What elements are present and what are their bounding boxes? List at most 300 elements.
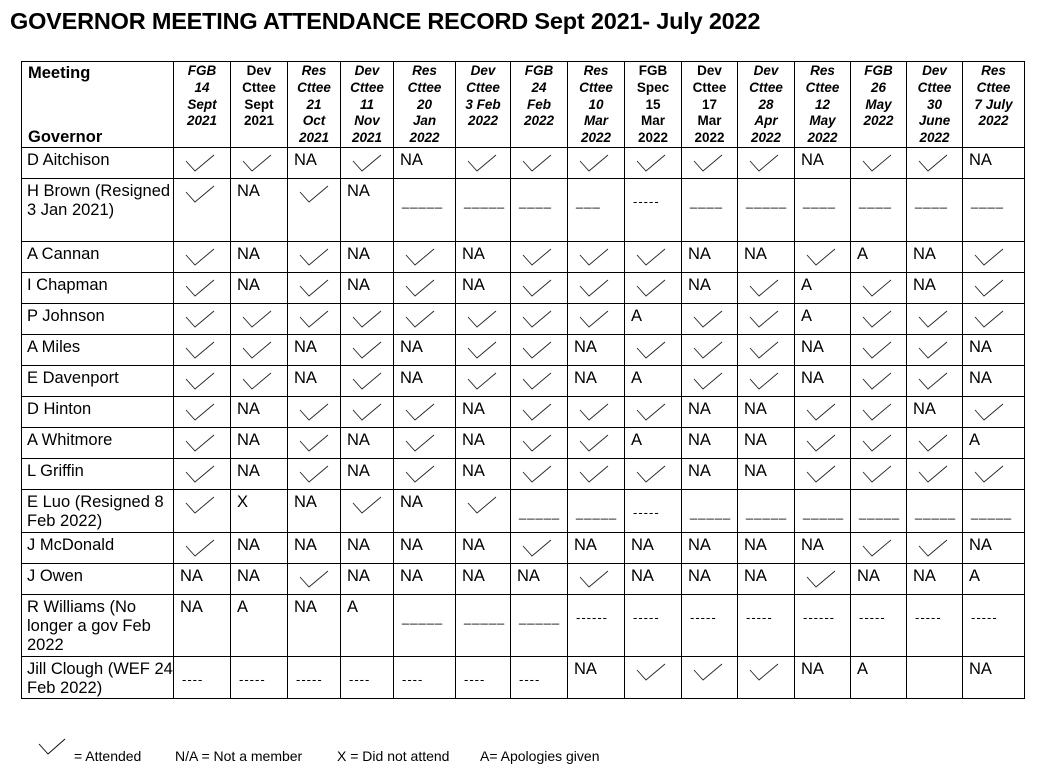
- governor-name: A Miles: [22, 335, 174, 366]
- attendance-cell: [231, 490, 288, 533]
- attendance-cell-attended: [682, 366, 738, 397]
- tick-icon: [467, 340, 497, 360]
- tick-icon: [636, 340, 666, 360]
- attendance-cell-attended: [682, 657, 738, 699]
- attendance-cell: [682, 533, 738, 564]
- dash-mark: _____: [690, 505, 732, 520]
- attendance-cell-attended: [511, 242, 568, 273]
- attendance-cell: [456, 242, 511, 273]
- tick-icon: [579, 433, 609, 453]
- meeting-header-line: Res: [412, 63, 437, 78]
- attendance-value: NA: [347, 536, 370, 554]
- tick-icon: [806, 247, 836, 267]
- attendance-cell-attended: [795, 242, 851, 273]
- attendance-cell-attended: [907, 304, 963, 335]
- attendance-cell: [907, 564, 963, 595]
- attendance-cell-attended: [174, 533, 231, 564]
- dash-mark: -----: [746, 610, 773, 625]
- tick-icon: [749, 278, 779, 298]
- attendance-cell: [394, 564, 456, 595]
- attendance-value: A: [857, 660, 869, 678]
- meeting-header-line: FGB: [187, 63, 217, 78]
- tick-icon: [522, 402, 552, 422]
- tick-icon: [579, 278, 609, 298]
- attendance-value: NA: [631, 567, 654, 585]
- attendance-value: NA: [347, 182, 370, 200]
- meeting-header-12: [795, 62, 851, 148]
- meeting-header-line: 2022: [750, 130, 782, 146]
- attendance-cell: [738, 428, 795, 459]
- tick-icon: [579, 464, 609, 484]
- attendance-cell-attended: [511, 148, 568, 179]
- attendance-cell-not-applicable: [456, 179, 511, 242]
- attendance-cell: [907, 273, 963, 304]
- tick-icon: [185, 340, 215, 360]
- tick-icon: [579, 569, 609, 589]
- attendance-cell-attended: [288, 428, 341, 459]
- attendance-value: NA: [400, 536, 423, 554]
- dash-mark: _____: [803, 505, 845, 520]
- attendance-value: NA: [913, 245, 936, 263]
- attendance-cell-not-applicable: [851, 179, 907, 242]
- attendance-cell-attended: [568, 242, 625, 273]
- meeting-header-line: 20: [416, 96, 433, 112]
- meeting-header-9: [625, 62, 682, 148]
- attendance-cell-attended: [341, 490, 394, 533]
- attendance-cell-attended: [174, 273, 231, 304]
- table-row: [22, 490, 1025, 533]
- tick-icon: [405, 464, 435, 484]
- tick-icon: [522, 309, 552, 329]
- governor-name: Jill Clough (WEF 24 Feb 2022): [22, 657, 174, 699]
- attendance-cell-not-applicable: [682, 179, 738, 242]
- attendance-cell-attended: [907, 533, 963, 564]
- attendance-cell-attended: [394, 397, 456, 428]
- tick-icon: [185, 538, 215, 558]
- legend-did-not-attend: X = Did not attend: [337, 748, 450, 764]
- attendance-cell-attended: [456, 490, 511, 533]
- attendance-value: NA: [294, 338, 317, 356]
- governor-name: D Aitchison: [22, 148, 174, 179]
- attendance-cell: [963, 335, 1025, 366]
- tick-icon: [862, 278, 892, 298]
- tick-icon: [467, 495, 497, 515]
- attendance-cell-attended: [625, 459, 682, 490]
- meeting-header-line: 2022: [807, 130, 838, 146]
- attendance-value: NA: [801, 660, 824, 678]
- attendance-cell: [682, 459, 738, 490]
- tick-icon: [405, 309, 435, 329]
- attendance-value: NA: [688, 276, 711, 294]
- attendance-cell: [394, 366, 456, 397]
- tick-icon: [636, 662, 666, 682]
- attendance-cell-attended: [231, 304, 288, 335]
- dash-mark: -----: [971, 610, 998, 625]
- attendance-cell: [174, 564, 231, 595]
- tick-icon: [185, 464, 215, 484]
- attendance-cell: [795, 657, 851, 699]
- attendance-cell-attended: [341, 335, 394, 366]
- meeting-header-line: Cttee: [805, 79, 840, 95]
- attendance-cell: [568, 533, 625, 564]
- attendance-cell-not-applicable: [341, 657, 394, 699]
- attendance-cell-attended: [174, 459, 231, 490]
- attendance-cell: [907, 242, 963, 273]
- governor-header: Governor: [28, 128, 103, 146]
- dash-mark: ----: [402, 672, 424, 687]
- governor-name: I Chapman: [22, 273, 174, 304]
- meeting-header-15: [963, 62, 1025, 148]
- attendance-value: NA: [744, 536, 767, 554]
- attendance-value: NA: [744, 431, 767, 449]
- tick-icon: [352, 153, 382, 173]
- tick-icon: [299, 184, 329, 204]
- tick-icon: [299, 278, 329, 298]
- attendance-cell-not-applicable: [625, 179, 682, 242]
- tick-icon: [522, 278, 552, 298]
- attendance-cell-not-applicable: [851, 595, 907, 657]
- attendance-cell-attended: [795, 564, 851, 595]
- dash-mark: -----: [296, 672, 323, 687]
- attendance-cell: [394, 533, 456, 564]
- meeting-header-line: Res: [810, 63, 835, 78]
- attendance-cell: [963, 148, 1025, 179]
- attendance-value: NA: [969, 369, 992, 387]
- attendance-cell: [738, 533, 795, 564]
- attendance-value: NA: [462, 245, 485, 263]
- dash-mark: _____: [971, 505, 1013, 520]
- attendance-cell: [795, 335, 851, 366]
- tick-icon: [636, 278, 666, 298]
- attendance-cell-attended: [174, 490, 231, 533]
- meeting-header-line: 2022: [978, 113, 1009, 129]
- governor-name: A Whitmore: [22, 428, 174, 459]
- attendance-cell-attended: [795, 397, 851, 428]
- attendance-cell-attended: [288, 397, 341, 428]
- attendance-value: NA: [237, 400, 260, 418]
- meeting-header-line: Cttee: [297, 79, 331, 95]
- attendance-cell-attended: [174, 148, 231, 179]
- tick-icon: [806, 433, 836, 453]
- attendance-value: NA: [574, 660, 597, 678]
- meeting-header-8: [568, 62, 625, 148]
- tick-icon: [299, 569, 329, 589]
- table-row: [22, 533, 1025, 564]
- tick-icon: [522, 538, 552, 558]
- legend: [38, 736, 658, 776]
- dash-mark: -----: [633, 505, 660, 520]
- tick-icon: [352, 340, 382, 360]
- attendance-cell: [851, 657, 907, 699]
- attendance-value: NA: [574, 369, 597, 387]
- legend-apologies: A= Apologies given: [480, 748, 600, 764]
- attendance-value: NA: [688, 431, 711, 449]
- meeting-header-14: [907, 62, 963, 148]
- attendance-value: NA: [294, 536, 317, 554]
- tick-icon: [636, 464, 666, 484]
- meeting-header-line: Cttee: [407, 79, 442, 95]
- tick-icon: [242, 309, 272, 329]
- attendance-cell-attended: [341, 397, 394, 428]
- attendance-cell-not-applicable: [625, 595, 682, 657]
- meeting-header-6: [456, 62, 511, 148]
- tick-icon: [185, 153, 215, 173]
- attendance-cell: [288, 148, 341, 179]
- dash-mark: -----: [633, 194, 660, 209]
- attendance-cell-not-applicable: [394, 179, 456, 242]
- attendance-cell-attended: [288, 242, 341, 273]
- meeting-header-line: 26: [870, 79, 887, 95]
- meeting-header: Meeting: [28, 64, 91, 82]
- attendance-cell-attended: [511, 533, 568, 564]
- governor-name: P Johnson: [22, 304, 174, 335]
- tick-icon: [862, 464, 892, 484]
- dash-mark: -----: [690, 610, 717, 625]
- attendance-cell-not-applicable: [907, 179, 963, 242]
- attendance-cell-not-applicable: [963, 595, 1025, 657]
- tick-icon: [918, 340, 948, 360]
- dash-mark: ------: [803, 610, 835, 625]
- meeting-header-line: Res: [583, 63, 609, 78]
- attendance-value: NA: [462, 462, 485, 480]
- dash-mark: -----: [239, 672, 266, 687]
- attendance-value: NA: [969, 338, 992, 356]
- attendance-cell: [456, 459, 511, 490]
- meeting-header-1: [174, 62, 231, 148]
- attendance-cell-not-applicable: [568, 490, 625, 533]
- attendance-value: NA: [347, 567, 370, 585]
- tick-icon: [185, 278, 215, 298]
- attendance-value: NA: [913, 400, 936, 418]
- attendance-cell-not-applicable: [795, 595, 851, 657]
- meeting-header-line: Oct: [302, 113, 326, 129]
- tick-icon: [974, 464, 1004, 484]
- attendance-cell-not-applicable: [795, 490, 851, 533]
- attendance-value: NA: [347, 245, 370, 263]
- attendance-cell-attended: [568, 148, 625, 179]
- governor-name: R Williams (No longer a gov Feb 2022: [22, 595, 174, 657]
- attendance-cell-attended: [625, 335, 682, 366]
- attendance-cell-not-applicable: [174, 657, 231, 699]
- attendance-cell-attended: [568, 459, 625, 490]
- tick-icon: [185, 247, 215, 267]
- attendance-cell: [341, 533, 394, 564]
- tick-icon: [806, 569, 836, 589]
- attendance-cell: [682, 428, 738, 459]
- attendance-cell: [341, 242, 394, 273]
- meeting-header-line: 14: [194, 79, 210, 95]
- attendance-cell-attended: [341, 148, 394, 179]
- attendance-cell: [907, 397, 963, 428]
- meeting-header-line: Nov: [354, 113, 380, 129]
- attendance-cell: [456, 397, 511, 428]
- attendance-cell: [231, 533, 288, 564]
- table-row: [22, 595, 1025, 657]
- attendance-value: NA: [294, 598, 317, 616]
- governor-name: A Cannan: [22, 242, 174, 273]
- attendance-cell: [738, 242, 795, 273]
- dash-mark: ----: [349, 672, 371, 687]
- dash-mark: ____: [803, 194, 836, 209]
- dash-mark: _____: [859, 505, 901, 520]
- attendance-value: NA: [913, 567, 936, 585]
- meeting-header-line: Cttee: [976, 79, 1011, 95]
- table-row: [22, 304, 1025, 335]
- attendance-cell: [394, 148, 456, 179]
- meeting-header-line: Mar: [640, 113, 665, 129]
- attendance-cell-attended: [738, 273, 795, 304]
- attendance-cell-attended: [963, 304, 1025, 335]
- attendance-cell: [456, 533, 511, 564]
- attendance-cell-attended: [394, 304, 456, 335]
- attendance-value: A: [857, 245, 869, 263]
- tick-icon: [299, 247, 329, 267]
- tick-icon: [352, 402, 382, 422]
- meeting-header-line: 2022: [694, 130, 725, 146]
- attendance-value: NA: [347, 276, 370, 294]
- dash-mark: _____: [402, 610, 444, 625]
- attendance-cell-attended: [174, 428, 231, 459]
- attendance-value: NA: [400, 369, 423, 387]
- attendance-cell-attended: [174, 242, 231, 273]
- attendance-cell-attended: [568, 273, 625, 304]
- table-row: [22, 657, 1025, 699]
- attendance-value: NA: [969, 536, 992, 554]
- attendance-value: NA: [688, 536, 711, 554]
- attendance-value: NA: [180, 598, 203, 616]
- attendance-cell-attended: [851, 459, 907, 490]
- tick-icon: [918, 433, 948, 453]
- meeting-header-line: 30: [926, 96, 943, 112]
- attendance-cell-attended: [511, 273, 568, 304]
- tick-icon: [185, 495, 215, 515]
- attendance-cell-not-applicable: [795, 179, 851, 242]
- meeting-header-line: 2022: [580, 130, 612, 146]
- attendance-cell-attended: [456, 304, 511, 335]
- meeting-header-line: 2022: [523, 113, 555, 129]
- meeting-header-line: June: [918, 113, 951, 129]
- attendance-cell-attended: [231, 335, 288, 366]
- tick-icon: [522, 464, 552, 484]
- attendance-value: NA: [400, 493, 423, 511]
- attendance-value: NA: [400, 567, 423, 585]
- meeting-header-line: Feb: [526, 96, 551, 112]
- meeting-header-line: Spec: [636, 79, 670, 95]
- meeting-header-7: [511, 62, 568, 148]
- attendance-cell-attended: [511, 304, 568, 335]
- dash-mark: ----: [182, 672, 204, 687]
- tick-icon: [974, 247, 1004, 267]
- attendance-value: NA: [400, 338, 423, 356]
- attendance-value: A: [801, 307, 813, 325]
- table-row: [22, 148, 1025, 179]
- tick-icon: [918, 371, 948, 391]
- tick-icon: [862, 371, 892, 391]
- meeting-header-line: 7 July: [974, 96, 1013, 112]
- tick-icon: [806, 402, 836, 422]
- tick-icon: [974, 402, 1004, 422]
- attendance-cell: [682, 397, 738, 428]
- table-row: [22, 242, 1025, 273]
- attendance-cell-not-applicable: [625, 490, 682, 533]
- attendance-value: NA: [631, 536, 654, 554]
- attendance-cell-not-applicable: [511, 490, 568, 533]
- tick-icon: [242, 340, 272, 360]
- attendance-cell-attended: [174, 366, 231, 397]
- meeting-header-line: Apr: [754, 113, 778, 129]
- attendance-cell-attended: [288, 179, 341, 242]
- dash-mark: _____: [519, 505, 561, 520]
- meeting-header-line: 2022: [637, 130, 669, 146]
- meeting-header-11: [738, 62, 795, 148]
- attendance-value: X: [237, 493, 249, 511]
- tick-icon: [749, 340, 779, 360]
- tick-icon: [185, 433, 215, 453]
- attendance-cell-attended: [625, 242, 682, 273]
- tick-icon: [579, 402, 609, 422]
- meeting-header-line: Res: [981, 63, 1006, 78]
- attendance-value: NA: [237, 462, 260, 480]
- attendance-value: NA: [294, 369, 317, 387]
- attendance-cell-attended: [963, 397, 1025, 428]
- attendance-cell-attended: [568, 428, 625, 459]
- attendance-value: A: [631, 369, 643, 387]
- attendance-value: NA: [801, 151, 824, 169]
- tick-icon: [522, 247, 552, 267]
- meeting-header-line: 28: [758, 96, 774, 112]
- attendance-cell-attended: [907, 148, 963, 179]
- attendance-cell-attended: [231, 148, 288, 179]
- attendance-cell: [625, 428, 682, 459]
- dash-mark: ____: [519, 194, 552, 209]
- dash-mark: -----: [633, 610, 660, 625]
- meeting-header-line: 2022: [863, 113, 894, 129]
- meeting-header-line: 3 Feb: [465, 96, 501, 112]
- meeting-header-line: 2022: [409, 130, 440, 146]
- tick-icon: [918, 538, 948, 558]
- meeting-header-line: May: [865, 96, 892, 112]
- attendance-cell-attended: [568, 304, 625, 335]
- attendance-cell-not-applicable: [394, 657, 456, 699]
- tick-icon: [522, 433, 552, 453]
- attendance-cell-attended: [394, 428, 456, 459]
- tick-icon: [579, 309, 609, 329]
- attendance-cell-attended: [394, 273, 456, 304]
- meeting-header-line: 21: [306, 96, 322, 112]
- meeting-header-line: 24: [531, 79, 547, 95]
- attendance-cell: [738, 459, 795, 490]
- dash-mark: ____: [915, 194, 948, 209]
- attendance-cell-attended: [851, 148, 907, 179]
- attendance-value: NA: [347, 431, 370, 449]
- meeting-header-line: Jan: [412, 113, 437, 129]
- tick-icon: [693, 340, 723, 360]
- attendance-cell: [288, 533, 341, 564]
- attendance-cell-attended: [568, 397, 625, 428]
- meeting-header-line: 2021: [298, 130, 330, 146]
- attendance-value: NA: [744, 567, 767, 585]
- attendance-cell: [231, 273, 288, 304]
- attendance-value: A: [969, 431, 981, 449]
- tick-icon: [749, 153, 779, 173]
- attendance-cell-attended: [511, 397, 568, 428]
- tick-icon: [749, 662, 779, 682]
- attendance-cell: [341, 273, 394, 304]
- attendance-cell-attended: [341, 366, 394, 397]
- meeting-header-line: Dev: [753, 63, 779, 78]
- attendance-value: NA: [237, 431, 260, 449]
- attendance-cell: [625, 564, 682, 595]
